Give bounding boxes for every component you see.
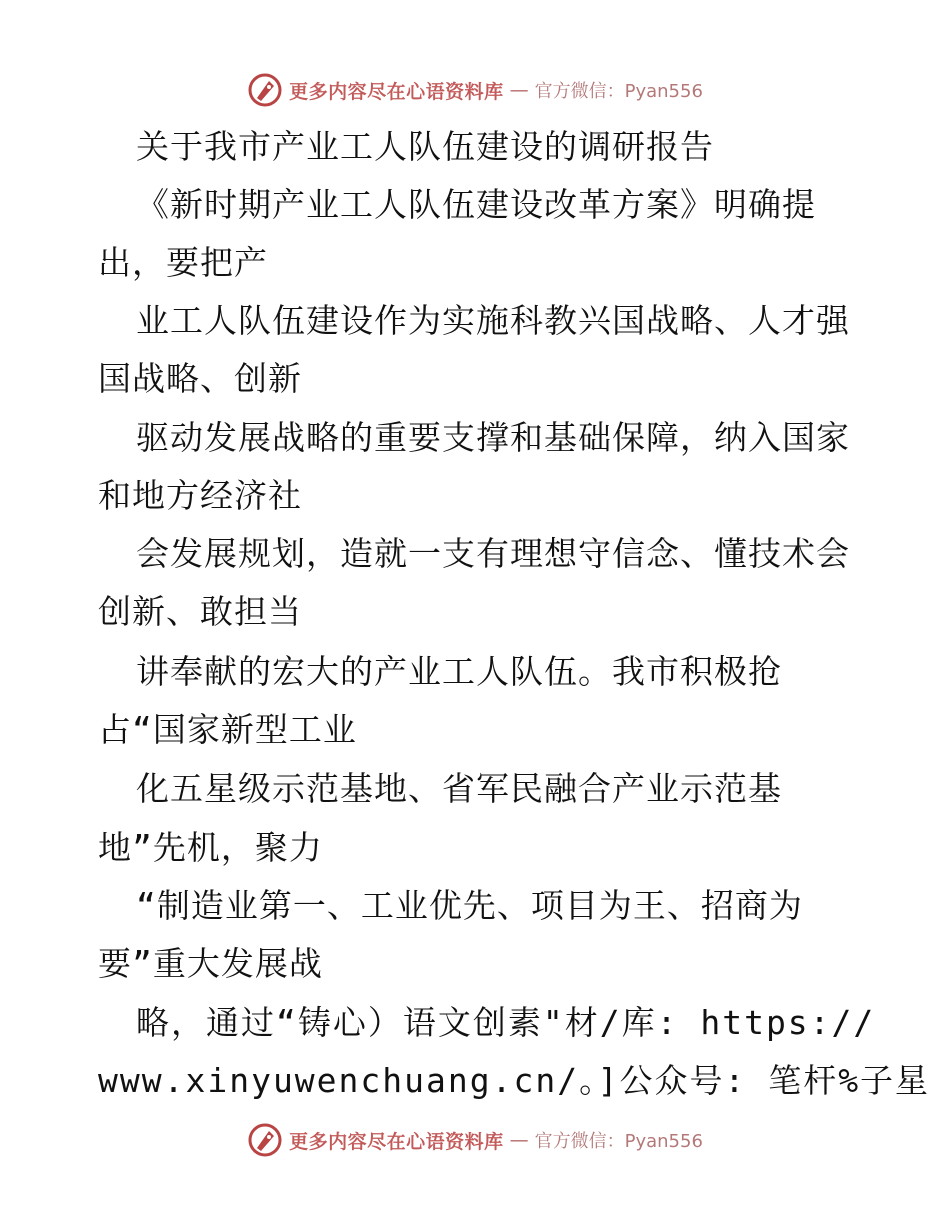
document-line: 占“国家新型工业 [98, 710, 357, 749]
document-line: 要”重大发展战 [98, 944, 323, 983]
document-line: “制造业第一、工业优先、项目为王、招商为 [136, 886, 803, 925]
document-line: 和地方经济社 [98, 476, 302, 515]
document-line: 会发展规划，造就一支有理想守信念、懂技术会 [136, 534, 850, 573]
document-line: 化五星级示范基地、省军民融合产业示范基 [136, 769, 782, 808]
banner-wechat-text: 官方微信：Pyan556 [534, 81, 703, 102]
banner-separator: — [509, 79, 529, 101]
document-line: 创新、敢担当 [98, 592, 302, 631]
document-line: 地”先机，聚力 [98, 828, 323, 867]
document-line-source: 略，通过“铸心）语文创素"材/库: https:// [136, 1003, 876, 1042]
document-line-url: www.xinyuwenchuang.cn/。]公众号: 笔杆%子星 [98, 1061, 931, 1100]
footer-banner [0, 1120, 950, 1160]
document-line: 出，要把产 [98, 243, 268, 282]
pen-nib-logo-icon [247, 72, 283, 108]
pen-nib-logo-icon [247, 1122, 283, 1158]
document-line: 讲奉献的宏大的产业工人队伍。我市积极抢 [136, 652, 782, 691]
document-line: 业工人队伍建设作为实施科教兴国战略、人才强 [136, 301, 850, 340]
document-line: 国战略、创新 [98, 359, 302, 398]
document-line: 《新时期产业工人队伍建设改革方案》明确提 [136, 185, 816, 224]
document-title: 关于我市产业工人队伍建设的调研报告 [136, 127, 714, 166]
banner-wechat-text: 官方微信：Pyan556 [534, 1131, 703, 1152]
banner-site-text: 更多内容尽在心语资料库 [289, 80, 504, 103]
banner-site-text: 更多内容尽在心语资料库 [289, 1130, 504, 1153]
header-banner [0, 70, 950, 110]
banner-separator: — [509, 1129, 529, 1151]
document-line: 驱动发展战略的重要支撑和基础保障，纳入国家 [136, 418, 850, 457]
